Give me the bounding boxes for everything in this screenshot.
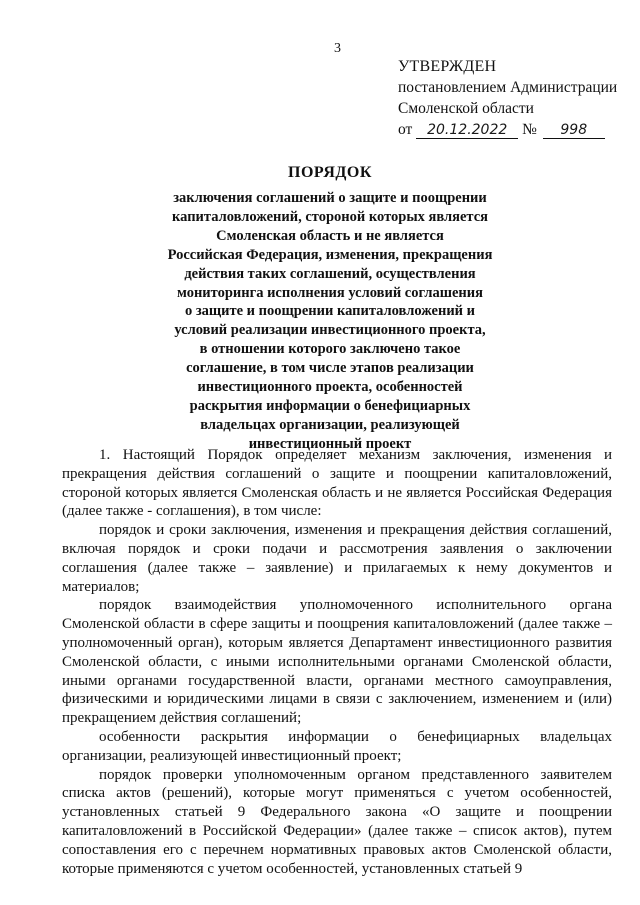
date-prefix: от	[398, 121, 413, 138]
paragraph-4: особенности раскрытия информации о бенефициарных владельцах организации, реализующей инвестиционный проект;	[62, 728, 612, 764]
subtitle-line: соглашение, в том числе этапов реализации	[186, 360, 474, 377]
paragraph-5: порядок проверки уполномоченным органом представленного заявителем списка актов (решений), которые могут применяться с учетом особенностей, установленных статьей 9 Федерального закона «О защите и поощрении капиталовложений в Российской Федерации» (далее также – список актов), путем сопоставления его с перечнем нормативных правовых актов Смоленской области, которые применяются с учетом особенностей, установленных статьей 9	[62, 766, 612, 877]
document-title: ПОРЯДОК	[288, 164, 372, 181]
approval-heading: УТВЕРЖДЕН	[398, 58, 497, 75]
subtitle-line: мониторинга исполнения условий соглашения	[177, 284, 483, 301]
page-number: 3	[334, 41, 341, 56]
subtitle-line: заключения соглашений о защите и поощрении	[173, 190, 487, 206]
subtitle-line: Российская Федерация, изменения, прекращения	[167, 246, 493, 263]
document-subtitle	[120, 189, 540, 454]
approval-line-2: Смоленской области	[398, 100, 534, 117]
approval-date-line	[398, 119, 633, 140]
approval-block	[398, 56, 633, 140]
handwritten-number: 998	[543, 122, 605, 139]
subtitle-line: действия таких соглашений, осуществления	[184, 265, 476, 282]
title-block	[120, 163, 540, 454]
subtitle-line: в отношении которого заключено такое	[199, 341, 461, 358]
approval-line-1: постановлением Администрации	[398, 79, 618, 96]
subtitle-line: условий реализации инвестиционного проекта,	[174, 322, 486, 339]
subtitle-line: капиталовложений, стороной которых является	[172, 208, 488, 225]
subtitle-line: инвестиционного проекта, особенностей	[197, 379, 463, 396]
paragraph-1: 1. Настоящий Порядок определяет механизм заключения, изменения и прекращения действия соглашений о защите и поощрении капиталовложений, стороной которых является Смоленская область и не является Российская Федерация (далее также - соглашения), в том числе:	[62, 447, 612, 520]
paragraph-3: порядок взаимодействия уполномоченного исполнительного органа Смоленской области в сфере защиты и поощрения капиталовложений (далее также – уполномоченный орган), которым является Департамент инвестиционного развития Смоленской области, с иными исполнительными органами Смоленской области, иными органами государственной власти, органами местного самоуправления, физическими и юридическими лицами в связи с заключением, изменением и (или) прекращением действия соглашений;	[62, 597, 612, 727]
number-prefix: №	[522, 121, 537, 138]
subtitle-line: раскрытия информации о бенефициарных	[189, 397, 471, 414]
document-body	[62, 446, 612, 878]
subtitle-line: о защите и поощрении капиталовложений и	[184, 303, 476, 320]
paragraph-2: порядок и сроки заключения, изменения и прекращения действия соглашений, включая порядок и сроки подачи и рассмотрения заявления о заключении соглашения (далее также – заявление) и прилагаемых к нему документов и материалов;	[62, 522, 612, 595]
handwritten-date: 20.12.2022	[416, 122, 518, 139]
subtitle-line: владельцах организации, реализующей	[200, 416, 460, 433]
subtitle-line: Смоленская область и не является	[216, 227, 444, 244]
subtitle-line: инвестиционный проект	[248, 435, 412, 452]
